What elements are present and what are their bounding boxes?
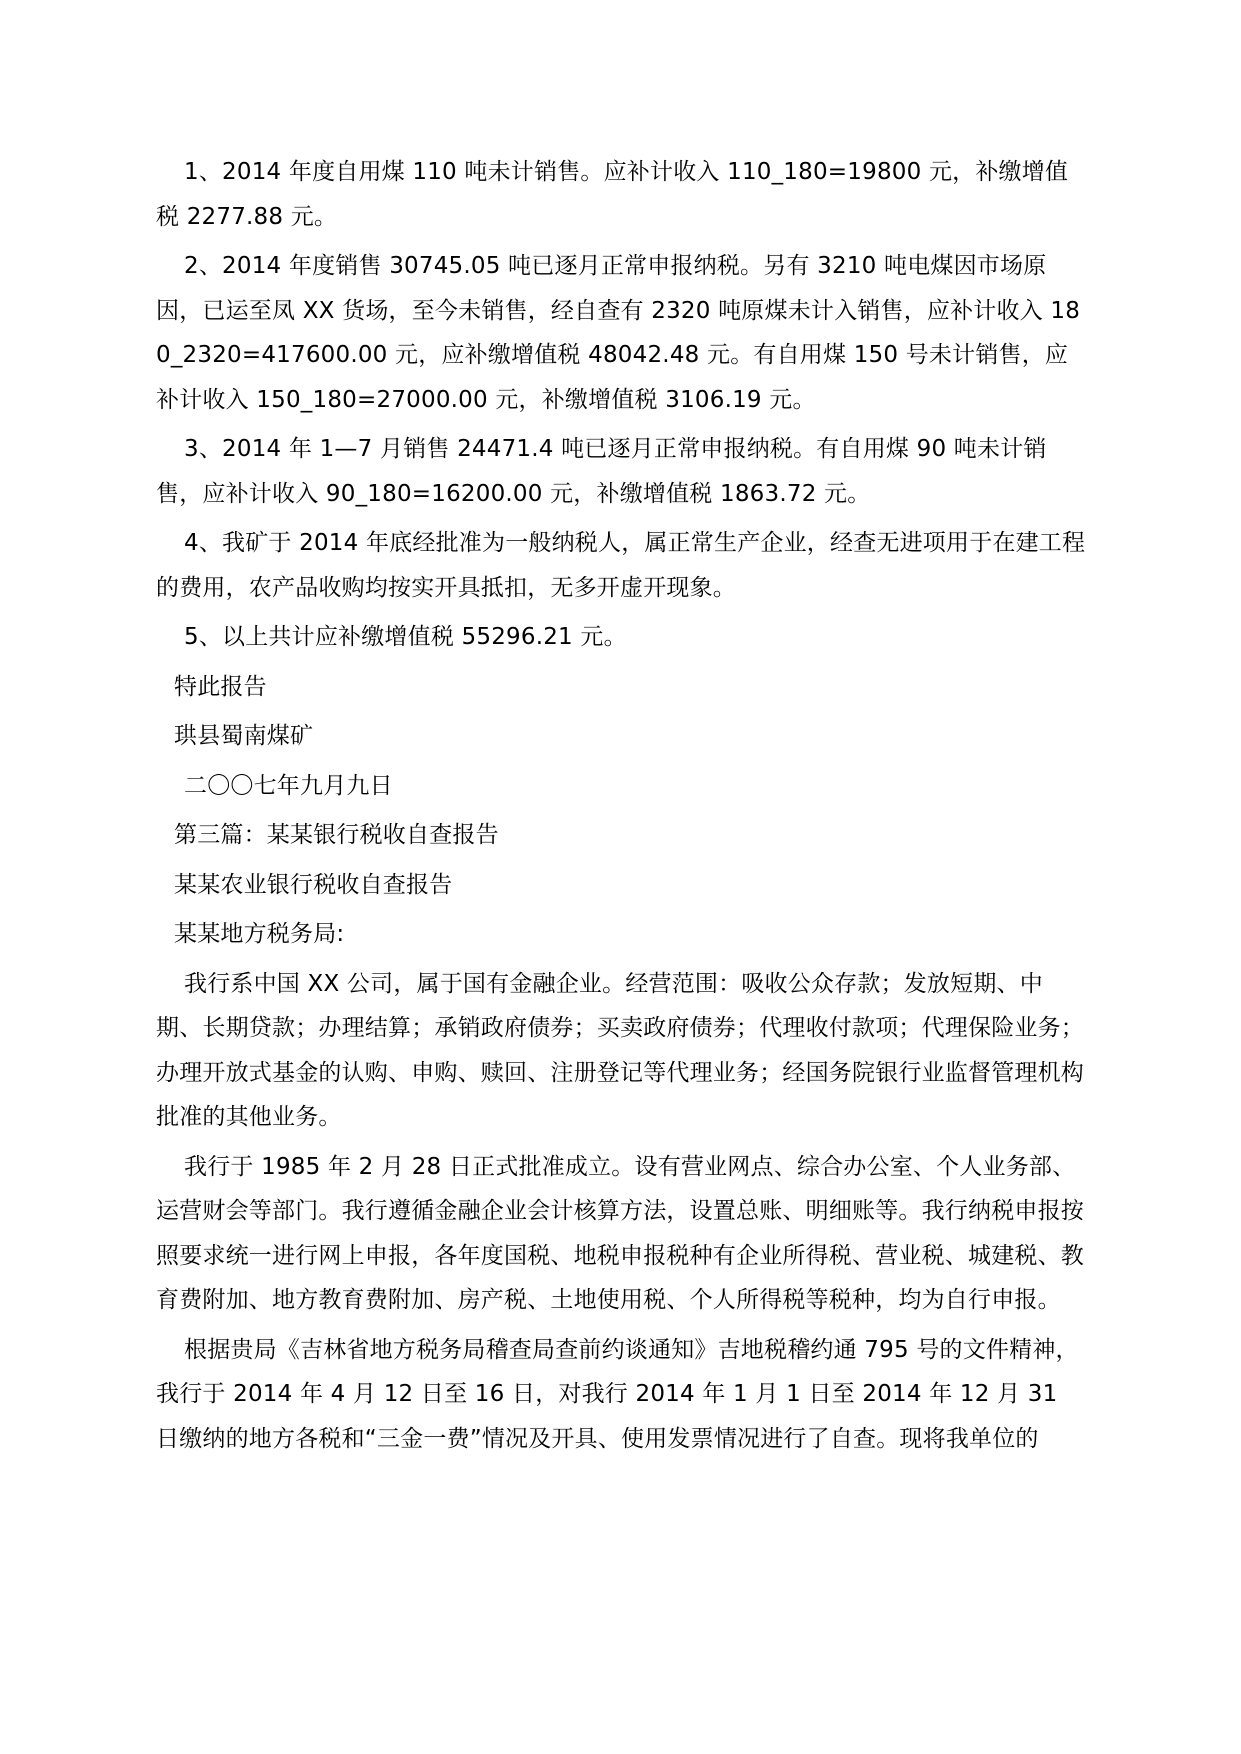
body-paragraph-inspection: 根据贵局《吉林省地方税务局稽查局查前约谈通知》吉地税稽约通 795 号的文件精神，我行于 2014 年 4 月 12 日至 16 日，对我行 2014 年 1 月 1 日至 2014 年 12 月 31 日缴纳的地方各税和“三金一费”情况及开具、使用发票情况进行了自查。现将我单位的 — [156, 1336, 1079, 1452]
body-paragraph-business-scope: 我行系中国 XX 公司，属于国有金融企业。经营范围：吸收公众存款；发放短期、中期、长期贷款；办理结算；承销政府债券；买卖政府债券；代理收付款项；代理保险业务；办理开放式基金的认购、申购、赎回、注册登记等代理业务；经国务院银行业监督管理机构批准的其他业务。 — [156, 970, 1084, 1130]
recipient-line: 某某地方税务局: — [174, 921, 345, 947]
report-closing: 特此报告 — [174, 673, 267, 700]
paragraph-item-2: 2、2014 年度销售 30745.05 吨已逐月正常申报纳税。另有 3210 吨电煤因市场原因，已运至凤 XX 货场，至今未销售，经自查有 2320 吨原煤未计入销售，应补计收入 180_2320=417600.00 元，应补缴增值税 48042.48 元。有自用煤 150 号未计销售，应补计收入 150_180=27000.00 元，补缴增值税 3106.19 元。 — [156, 253, 1081, 413]
report-title: 某某农业银行税收自查报告 — [174, 871, 453, 898]
document-body — [156, 150, 1086, 1461]
report-signature: 珙县蜀南煤矿 — [174, 723, 314, 749]
report-date: 二〇〇七年九月九日 — [184, 772, 393, 799]
body-paragraph-establishment: 我行于 1985 年 2 月 28 日正式批准成立。设有营业网点、综合办公室、个人业务部、运营财会等部门。我行遵循金融企业会计核算方法，设置总账、明细账等。我行纳税申报按照要求统一进行网上申报，各年度国税、地税申报税种有企业所得税、营业税、城建税、教育费附加、地方教育费附加、房产税、土地使用税、个人所得税等税种，均为自行申报。 — [156, 1153, 1084, 1313]
paragraph-item-5: 5、以上共计应补缴增值税 55296.21 元。 — [184, 624, 627, 650]
paragraph-item-4: 4、我矿于 2014 年底经批准为一般纳税人，属正常生产企业，经查无进项用于在建工程的费用，农产品收购均按实开具抵扣，无多开虚开现象。 — [156, 530, 1086, 601]
paragraph-item-3: 3、2014 年 1—7 月销售 24471.4 吨已逐月正常申报纳税。有自用煤 90 吨未计销售，应补计收入 90_180=16200.00 元，补缴增值税 1863.72 元。 — [156, 436, 1047, 507]
section-title: 第三篇：某某银行税收自查报告 — [174, 822, 499, 848]
paragraph-item-1: 1、2014 年度自用煤 110 吨未计销售。应补计收入 110_180=19800 元，补缴增值税 2277.88 元。 — [156, 159, 1069, 230]
